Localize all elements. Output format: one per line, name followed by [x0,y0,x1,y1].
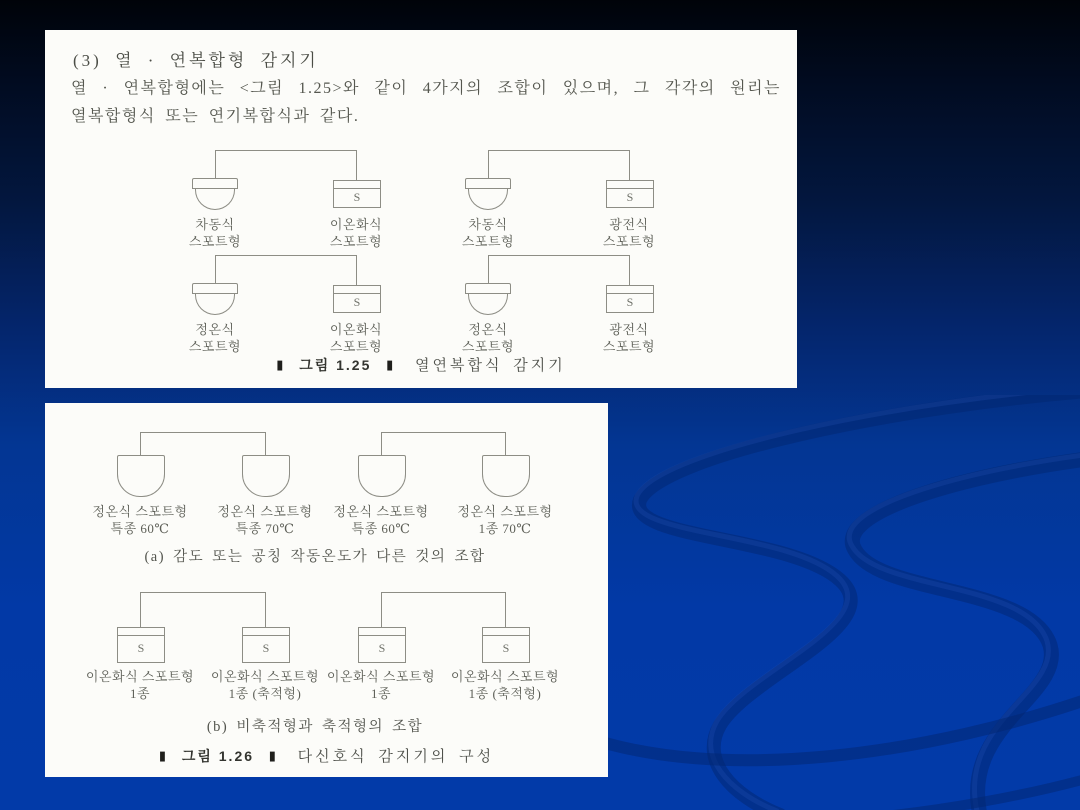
detector-label [203,668,327,702]
drop-line [505,592,506,627]
detector-label-line1: 이온화식 스포트형 [450,669,560,684]
smoke-detector-symbol [482,627,530,663]
drop-line [215,150,216,178]
detector-label [160,321,270,355]
figure-1-25-scan-panel [45,30,797,388]
detector-label-line1: 정온식 스포트형 [92,504,188,519]
figure-1-25-label: 그림 1.25 [299,357,372,373]
drop-line [140,592,141,627]
drop-line [356,150,357,180]
smoke-detector-symbol [606,180,654,208]
detector-label-line1: 이온화식 [329,217,383,232]
figure-1-26-title: 다신호식 감지기의 구성 [297,749,495,765]
figure-1-26-label: 그림 1.26 [181,748,255,764]
detector-label [160,216,270,250]
detector-label-line1: 정온식 스포트형 [457,504,553,519]
smoke-detector-symbol [333,285,381,313]
detector-label-line2: 1종 (축적형) [468,686,542,701]
caption-marker-icon: ▮ [158,748,168,763]
detector-label [319,503,443,537]
smoke-symbol-letter: S [137,641,145,655]
connector-line [488,150,629,151]
drop-line [629,150,630,180]
heat-detector-symbol [465,283,511,315]
figure-1-26-caption [45,745,608,766]
detector-dome [195,294,235,315]
detector-label-line2: 스포트형 [461,234,515,249]
detector-band [192,283,238,294]
detector-label-line2: 스포트형 [188,234,242,249]
detector-label [443,668,567,702]
detector-band [192,178,238,189]
detector-label [203,503,327,537]
drop-line [381,432,382,455]
detector-label-line2: 1종 (축적형) [228,686,302,701]
drop-line [140,432,141,455]
detector-label-line2: 1종 70℃ [478,521,532,536]
detector-label [301,321,411,355]
detector-label-line1: 정온식 [195,322,235,337]
detector-label-line1: 정온식 스포트형 [217,504,313,519]
drop-line [381,592,382,627]
detector-band [359,628,405,636]
detector-label-line2: 1종 [370,686,392,701]
detector-label [433,216,543,250]
drop-line [356,255,357,285]
detector-band [607,181,653,189]
detector-label-line1: 이온화식 [329,322,383,337]
connector-line [215,150,356,151]
drop-line [265,592,266,627]
smoke-symbol-letter: S [626,190,634,204]
connector-line [140,592,265,593]
detector-band [465,178,511,189]
drop-line [488,255,489,283]
detector-label [78,668,202,702]
detector-label-line2: 스포트형 [461,339,515,354]
connector-line [381,432,505,433]
detector-band [607,286,653,294]
drop-line [215,255,216,283]
detector-label-line1: 차동식 [468,217,508,232]
smoke-detector-symbol [358,627,406,663]
caption-b: (b) 비축적형과 축적형의 조합 [206,719,424,735]
connector-line [215,255,356,256]
detector-label-line2: 스포트형 [602,234,656,249]
detector-band [334,286,380,294]
heat-detector-symbol [242,455,290,497]
detector-dome [195,189,235,210]
smoke-symbol-letter: S [378,641,386,655]
detector-label-line2: 스포트형 [602,339,656,354]
caption-marker-icon: ▮ [386,357,395,372]
detector-label [78,503,202,537]
detector-band [334,181,380,189]
detector-band [118,628,164,636]
heat-detector-symbol [192,178,238,210]
heat-detector-symbol [117,455,165,497]
detector-label-line1: 이온화식 스포트형 [326,669,436,684]
figure-1-26-scan-panel [45,403,608,777]
detector-label-line1: 정온식 [468,322,508,337]
background-swirl-decoration [600,395,1080,810]
caption-marker-icon: ▮ [276,357,285,372]
connector-line [488,255,629,256]
detector-label-line1: 광전식 [609,217,649,232]
connector-line [381,592,505,593]
detector-label-line2: 특종 70℃ [235,521,295,536]
smoke-symbol-letter: S [626,295,634,309]
connector-line [140,432,265,433]
detector-label-line1: 정온식 스포트형 [333,504,429,519]
detector-label [433,321,543,355]
heat-detector-symbol [465,178,511,210]
detector-label-line1: 차동식 [195,217,235,232]
caption-a: (a) 감도 또는 공칭 작동온도가 다른 것의 조합 [144,549,486,565]
smoke-symbol-letter: S [262,641,270,655]
detector-label-line1: 이온화식 스포트형 [85,669,195,684]
detector-label [574,216,684,250]
detector-dome [468,189,508,210]
smoke-detector-symbol [333,180,381,208]
detector-label [319,668,443,702]
detector-label-line2: 스포트형 [329,234,383,249]
figure-1-25-caption [45,354,797,375]
detector-label [574,321,684,355]
smoke-symbol-letter: S [502,641,510,655]
drop-line [265,432,266,455]
smoke-detector-symbol [242,627,290,663]
detector-label-line1: 광전식 [609,322,649,337]
detector-band [243,628,289,636]
detector-label-line2: 스포트형 [329,339,383,354]
drop-line [629,255,630,285]
detector-label-line2: 1종 [129,686,151,701]
smoke-symbol-letter: S [353,190,361,204]
drop-line [488,150,489,178]
detector-label-line2: 스포트형 [188,339,242,354]
detector-band [483,628,529,636]
smoke-detector-symbol [117,627,165,663]
heat-detector-symbol [482,455,530,497]
paragraph-line-1: 열 · 연복합형에는 <그림 1.25>와 같이 4가지의 조합이 있으며, 그 각각의 원리는 [71,80,781,97]
heat-detector-symbol [192,283,238,315]
detector-dome [468,294,508,315]
caption-marker-icon: ▮ [268,748,277,763]
drop-line [505,432,506,455]
detector-label-line2: 특종 60℃ [351,521,411,536]
detector-band [465,283,511,294]
figure-1-25-title: 열연복합식 감지기 [415,358,566,374]
smoke-detector-symbol [606,285,654,313]
detector-label [443,503,567,537]
detector-label-line1: 이온화식 스포트형 [210,669,320,684]
smoke-symbol-letter: S [353,295,361,309]
paragraph-line-2: 열복합형식 또는 연기복합식과 같다. [71,108,360,125]
detector-label [301,216,411,250]
section-heading: (3) 열 · 연복합형 감지기 [73,51,319,70]
heat-detector-symbol [358,455,406,497]
detector-label-line2: 특종 60℃ [110,521,170,536]
